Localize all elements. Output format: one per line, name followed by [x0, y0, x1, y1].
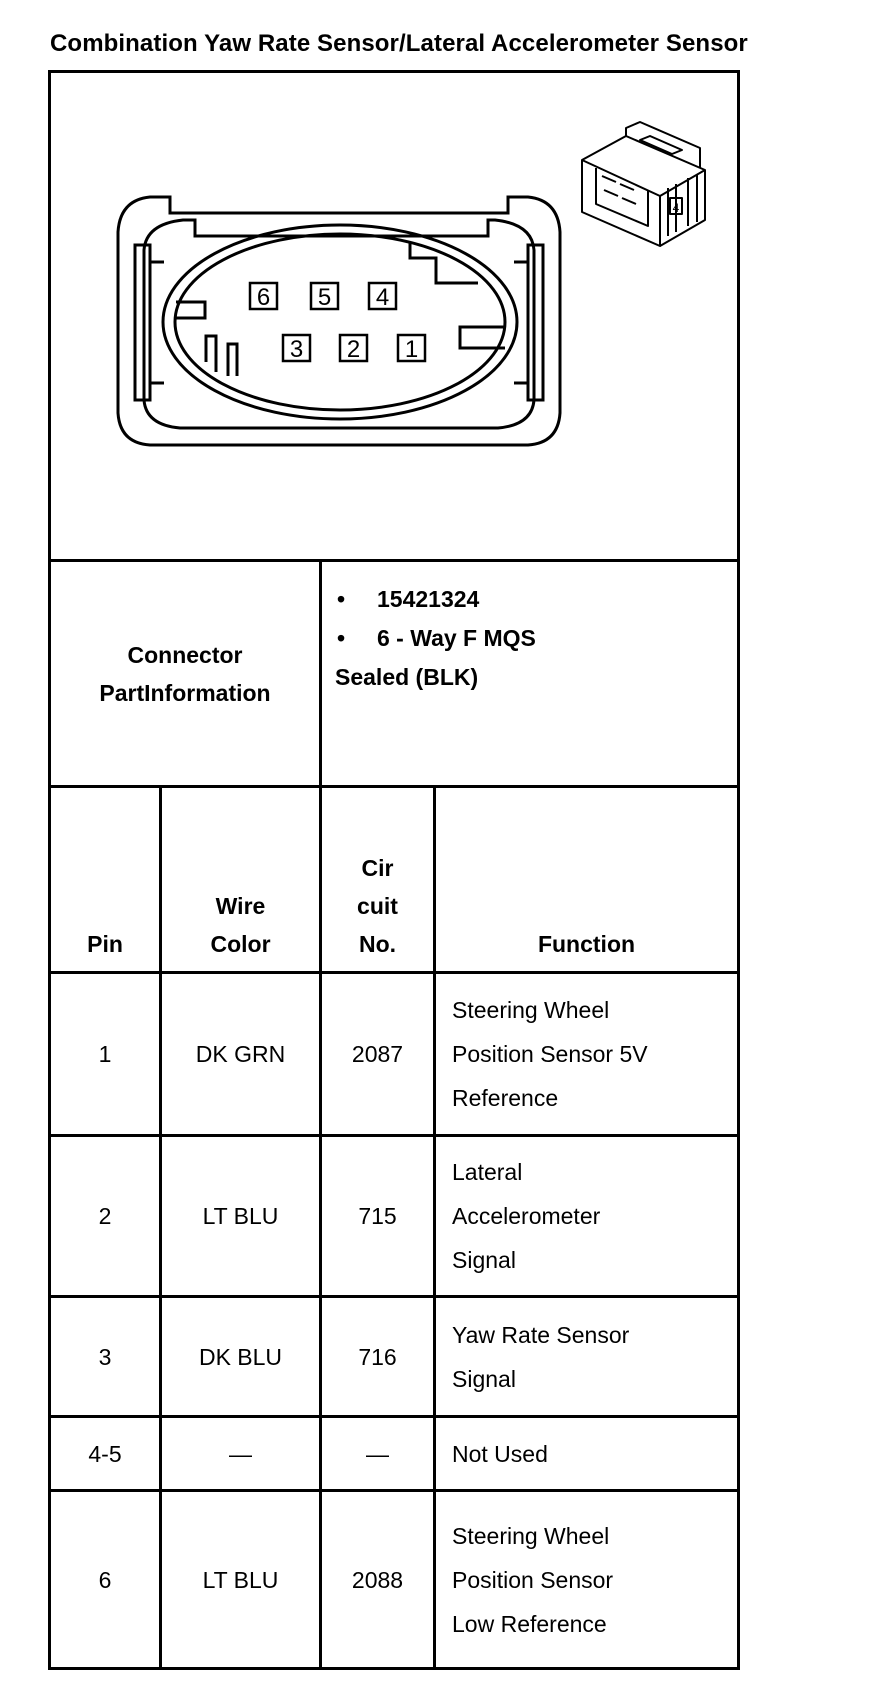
pin-label: 2: [346, 336, 361, 363]
connector-face-diagram: [0, 0, 880, 480]
header-pin: Pin: [87, 931, 123, 957]
cell-circuit: 2087: [351, 1041, 404, 1067]
cell-pin: 6: [98, 1566, 112, 1593]
cell-wire-color: —: [229, 1440, 252, 1467]
page-title: Combination Yaw Rate Sensor/Lateral Accelerometer Sensor: [50, 30, 748, 57]
cell-wire-color: DK BLU: [198, 1343, 283, 1370]
pin-label: 5: [317, 284, 332, 311]
part-info-label-line2: PartInformation: [99, 679, 271, 706]
cell-wire-color: LT BLU: [202, 1566, 279, 1593]
cell-wire-color: DK GRN: [195, 1041, 286, 1067]
cell-pin: 1: [98, 1041, 112, 1067]
pin-label: 3: [289, 336, 304, 363]
cell-function: Steering Wheel Position Sensor Low Reference: [452, 1522, 614, 1637]
pin-label: 1: [404, 336, 419, 363]
header-wire-color: Wire Color: [210, 893, 271, 957]
cell-circuit: 716: [358, 1343, 397, 1370]
pin-label: 4: [375, 284, 390, 311]
connector-thumbnail-label: 4: [672, 201, 680, 215]
cell-function: Not Used: [452, 1440, 548, 1467]
header-function: Function: [537, 931, 636, 957]
part-number-bullet: • 15421324: [335, 580, 735, 619]
cell-pin: 4-5: [88, 1440, 122, 1467]
cell-circuit: —: [366, 1440, 389, 1467]
cell-function: Steering Wheel Position Sensor 5V Reference: [452, 997, 648, 1111]
connector-type-continuation: Sealed (BLK): [335, 664, 479, 690]
header-circuit-no: Cir cuit No.: [357, 855, 398, 957]
part-info-label-line1: Connector: [127, 641, 243, 668]
cell-wire-color: LT BLU: [202, 1203, 279, 1229]
connector-type-bullet: • 6 - Way F MQS: [335, 619, 735, 658]
part-info-details: [335, 580, 735, 770]
cell-circuit: 715: [358, 1203, 397, 1229]
cell-circuit: 2088: [351, 1566, 404, 1593]
cell-pin: 2: [98, 1203, 112, 1229]
cell-function: Yaw Rate Sensor Signal: [452, 1321, 630, 1392]
cell-pin: 3: [98, 1343, 112, 1370]
cell-function: Lateral Accelerometer Signal: [452, 1159, 601, 1273]
pin-label: 6: [256, 284, 271, 311]
part-info-label: [51, 562, 319, 785]
connector-thumbnail-icon: [582, 122, 705, 246]
